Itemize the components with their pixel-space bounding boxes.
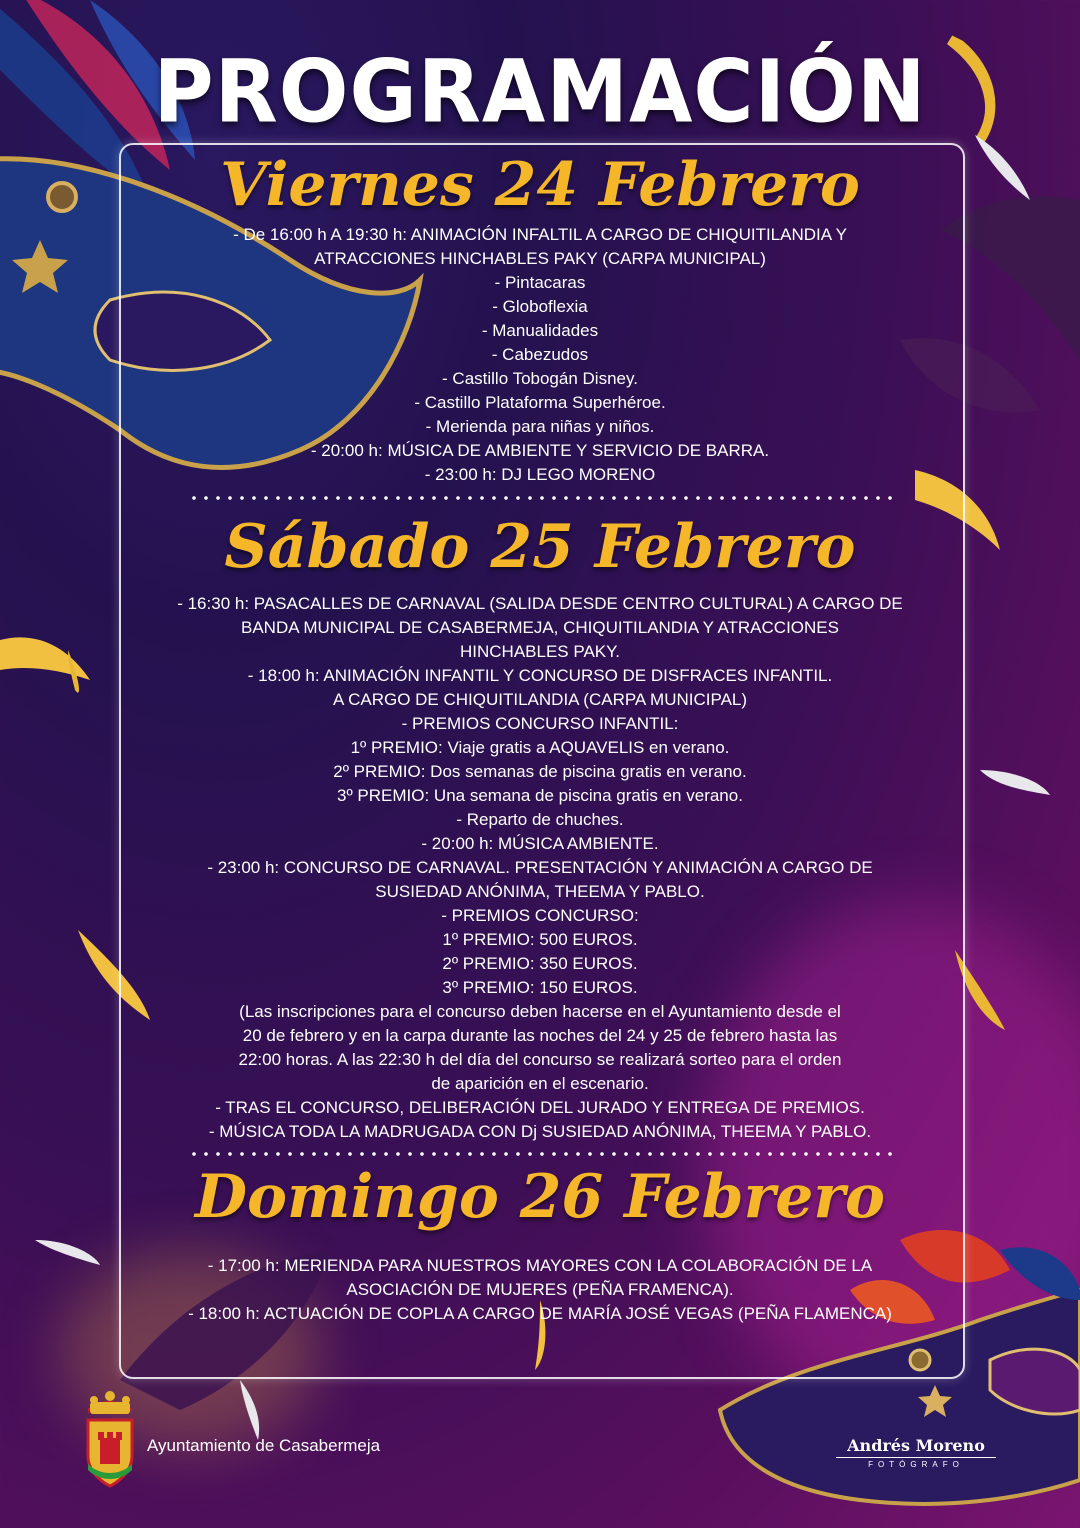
schedule-line: - Cabezudos bbox=[491, 345, 589, 364]
schedule-line: - Merienda para niñas y niños. bbox=[425, 417, 655, 436]
organizer-name: Ayuntamiento de Casabermeja bbox=[147, 1436, 381, 1455]
dotted-divider bbox=[188, 496, 898, 500]
schedule-line: - 20:00 h: MÚSICA DE AMBIENTE Y SERVICIO DE BARRA. bbox=[310, 441, 770, 460]
schedule-line: 22:00 horas. A las 22:30 h del día del concurso se realizará sorteo para el orden bbox=[238, 1050, 842, 1069]
ribbon-shape bbox=[980, 770, 1050, 795]
day-heading-sunday: Domingo 26 Febrero bbox=[194, 1162, 886, 1232]
schedule-line: 3º PREMIO: 150 EUROS. bbox=[442, 978, 638, 997]
schedule-line: BANDA MUNICIPAL DE CASABERMEJA, CHIQUITILANDIA Y ATRACCIONES bbox=[241, 618, 839, 637]
schedule-line: - MÚSICA TODA LA MADRUGADA CON Dj SUSIEDAD ANÓNIMA, THEEMA Y PABLO. bbox=[208, 1122, 872, 1141]
photographer-credit: Andrés Moreno bbox=[836, 1436, 996, 1458]
page-title: PROGRAMACIÓN bbox=[153, 42, 927, 143]
schedule-line: - 16:30 h: PASACALLES DE CARNAVAL (SALIDA DESDE CENTRO CULTURAL) A CARGO DE bbox=[177, 594, 903, 613]
schedule-line: 1º PREMIO: 500 EUROS. bbox=[442, 930, 638, 949]
feather-shape bbox=[1000, 1247, 1080, 1300]
schedule-line: - PREMIOS CONCURSO: bbox=[441, 906, 639, 925]
schedule-line: de aparición en el escenario. bbox=[431, 1074, 649, 1093]
schedule-line: - Globoflexia bbox=[492, 297, 588, 316]
ribbon-shape bbox=[240, 1380, 259, 1440]
day-heading-saturday: Sábado 25 Febrero bbox=[224, 512, 856, 582]
schedule-line: - 18:00 h: ACTUACIÓN DE COPLA A CARGO DE MARÍA JOSÉ VEGAS (PEÑA FLAMENCA) bbox=[188, 1304, 892, 1323]
schedule-line: - Manualidades bbox=[481, 321, 599, 340]
schedule-line: - PREMIOS CONCURSO INFANTIL: bbox=[401, 714, 679, 733]
schedule-line: - 23:00 h: DJ LEGO MORENO bbox=[424, 465, 656, 484]
schedule-line: A CARGO DE CHIQUITILANDIA (CARPA MUNICIPAL) bbox=[332, 690, 748, 709]
schedule-line: (Las inscripciones para el concurso deben hacerse en el Ayuntamiento desde el bbox=[239, 1002, 841, 1021]
schedule-line: - Castillo Plataforma Superhéroe. bbox=[414, 393, 666, 412]
schedule-line: 1º PREMIO: Viaje gratis a AQUAVELIS en verano. bbox=[350, 738, 730, 757]
schedule-line: 2º PREMIO: Dos semanas de piscina gratis en verano. bbox=[333, 762, 747, 781]
schedule-sunday bbox=[150, 1254, 930, 1326]
ribbon-shape bbox=[0, 637, 90, 680]
schedule-line: ASOCIACIÓN DE MUJERES (PEÑA FRAMENCA). bbox=[346, 1280, 734, 1299]
ribbon-shape bbox=[35, 1240, 100, 1265]
schedule-line: - 20:00 h: MÚSICA AMBIENTE. bbox=[421, 834, 659, 853]
schedule-line: 2º PREMIO: 350 EUROS. bbox=[442, 954, 638, 973]
schedule-line: 3º PREMIO: Una semana de piscina gratis en verano. bbox=[337, 786, 743, 805]
schedule-line: - De 16:00 h A 19:30 h: ANIMACIÓN INFALTIL A CARGO DE CHIQUITILANDIA Y bbox=[233, 225, 847, 244]
schedule-line: - Reparto de chuches. bbox=[456, 810, 624, 829]
schedule-line: - 17:00 h: MERIENDA PARA NUESTROS MAYORES CON LA COLABORACIÓN DE LA bbox=[207, 1256, 873, 1275]
schedule-line: HINCHABLES PAKY. bbox=[460, 642, 620, 661]
schedule-line: - 23:00 h: CONCURSO DE CARNAVAL. PRESENTACIÓN Y ANIMACIÓN A CARGO DE bbox=[207, 858, 873, 877]
schedule-friday bbox=[150, 223, 930, 487]
schedule-line: 20 de febrero y en la carpa durante las noches del 24 y 25 de febrero hasta las bbox=[242, 1026, 838, 1045]
schedule-line: - Castillo Tobogán Disney. bbox=[442, 369, 638, 388]
dotted-divider bbox=[188, 1152, 898, 1156]
schedule-line: - Pintacaras bbox=[494, 273, 586, 292]
day-heading-friday: Viernes 24 Febrero bbox=[220, 150, 860, 220]
photographer-subtitle: FOTÓGRAFO bbox=[868, 1460, 964, 1469]
schedule-saturday bbox=[150, 592, 930, 1144]
schedule-line: ATRACCIONES HINCHABLES PAKY (CARPA MUNICIPAL) bbox=[314, 249, 766, 268]
schedule-line: SUSIEDAD ANÓNIMA, THEEMA Y PABLO. bbox=[375, 882, 705, 901]
coat-of-arms-icon bbox=[80, 1386, 140, 1496]
schedule-line: - TRAS EL CONCURSO, DELIBERACIÓN DEL JURADO Y ENTREGA DE PREMIOS. bbox=[215, 1098, 865, 1117]
schedule-line: - 18:00 h: ANIMACIÓN INFANTIL Y CONCURSO DE DISFRACES INFANTIL. bbox=[247, 666, 833, 685]
